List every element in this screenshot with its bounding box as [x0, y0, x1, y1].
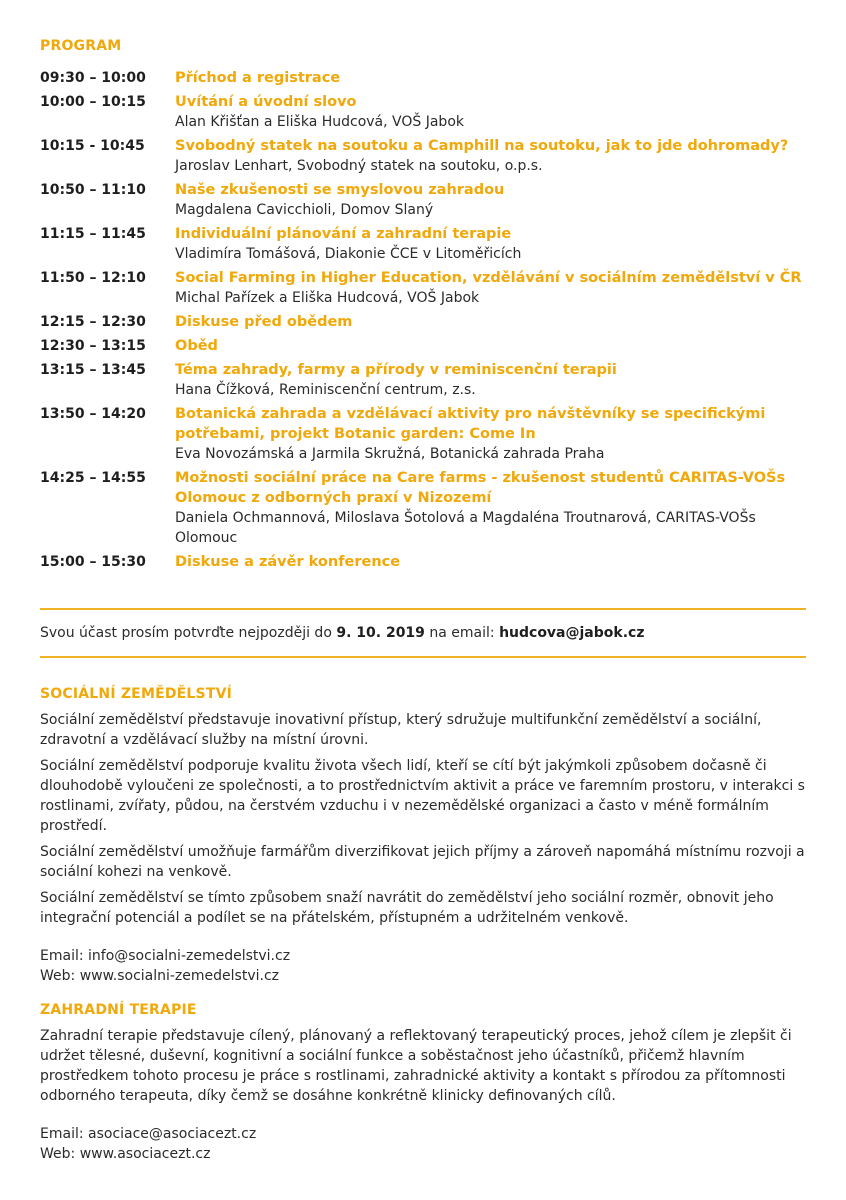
schedule-row [40, 136, 806, 176]
divider-bottom [40, 656, 806, 658]
social-farming-heading: SOCIÁLNÍ ZEMĚDĚLSTVÍ [40, 686, 233, 702]
social-farming-email[interactable]: Email: info@socialni-zemedelstvi.cz [40, 948, 291, 964]
schedule-time: 09:30 – 10:00 [40, 70, 146, 86]
schedule-time: 10:15 - 10:45 [40, 138, 145, 154]
social-farming-paragraph: Sociální zemědělství podporuje kvalitu života všech lidí, kteří se cítí být jakýmkoli způsobem dočasně či dlouhodobě vyloučeni ze společnosti, a to prostřednictvím aktivit a práce ve faremním prostoru, v interakci s rostlinami, zvířaty, půdou, na čerstvém vzduchu i v nezemědělské organizaci a často v méně formálním prostředí. [40, 758, 805, 834]
social-farming-paragraph: Sociální zemědělství představuje inovativní přístup, který sdružuje multifunkční zemědělství a sociální, zdravotní a vzdělávací služby na místní úrovni. [40, 712, 762, 748]
schedule-time: 14:25 – 14:55 [40, 470, 146, 486]
rsvp-email-link[interactable]: hudcova@jabok.cz [499, 625, 645, 641]
program-schedule [40, 68, 806, 576]
rsvp-text-before: Svou účast prosím potvrďte nejpozději do [40, 625, 337, 641]
talk-speaker: Michal Pařízek a Eliška Hudcová, VOŠ Jabok [175, 290, 480, 306]
talk-speaker: Magdalena Cavicchioli, Domov Slaný [175, 202, 434, 218]
talk-title: Možnosti sociální práce na Care farms - zkušenost studentů CARITAS-VOŠs Olomouc z odborných praxí v Nizozemí [175, 470, 786, 506]
schedule-time: 13:15 – 13:45 [40, 362, 146, 378]
rsvp-date: 9. 10. 2019 [336, 625, 425, 641]
schedule-time: 11:50 – 12:10 [40, 270, 146, 286]
schedule-row [40, 360, 806, 400]
social-farming-paragraph: Sociální zemědělství umožňuje farmářům diverzifikovat jejich příjmy a zároveň napomáhá místnímu rozvoji a sociální kohezi na venkově. [40, 844, 805, 880]
schedule-row [40, 180, 806, 220]
talk-speaker: Eva Novozámská a Jarmila Skružná, Botanická zahrada Praha [175, 446, 605, 462]
program-heading: PROGRAM [40, 38, 122, 54]
schedule-row [40, 552, 806, 572]
talk-title: Téma zahrady, farmy a přírody v reminiscenční terapii [175, 362, 617, 378]
talk-title: Svobodný statek na soutoku a Camphill na soutoku, jak to jde dohromady? [175, 138, 789, 154]
talk-title: Uvítání a úvodní slovo [175, 94, 357, 110]
talk-title: Oběd [175, 338, 218, 354]
talk-title: Botanická zahrada a vzdělávací aktivity pro návštěvníky se specifickými potřebami, projekt Botanic garden: Come In [175, 406, 766, 442]
talk-title: Individuální plánování a zahradní terapie [175, 226, 512, 242]
garden-therapy-email[interactable]: Email: asociace@asociacezt.cz [40, 1126, 257, 1142]
talk-speaker: Jaroslav Lenhart, Svobodný statek na soutoku, o.p.s. [175, 158, 543, 174]
divider-top [40, 608, 806, 610]
schedule-time: 13:50 – 14:20 [40, 406, 146, 422]
talk-title: Diskuse a závěr konference [175, 554, 401, 570]
rsvp-notice [40, 623, 644, 643]
talk-speaker: Daniela Ochmannová, Miloslava Šotolová a Magdaléna Troutnarová, CARITAS-VOŠs Olomouc [175, 510, 756, 546]
social-farming-paragraph: Sociální zemědělství se tímto způsobem snaží navrátit do zemědělství jeho sociální rozměr, obnovit jeho integrační potenciál a podílet se na přátelském, přístupném a udržitelném venkově. [40, 890, 774, 926]
talk-title: Social Farming in Higher Education, vzdělávání v sociálním zemědělství v ČR [175, 270, 802, 286]
rsvp-text-middle: na email: [424, 625, 500, 641]
talk-title: Příchod a registrace [175, 70, 341, 86]
talk-speaker: Vladimíra Tomášová, Diakonie ČCE v Litoměřicích [175, 246, 522, 262]
schedule-row [40, 268, 806, 308]
talk-speaker: Alan Křišťan a Eliška Hudcová, VOŠ Jabok [175, 114, 464, 130]
schedule-row [40, 468, 806, 548]
garden-therapy-section [40, 1002, 806, 1164]
garden-therapy-heading: ZAHRADNÍ TERAPIE [40, 1002, 197, 1018]
talk-title: Diskuse před obědem [175, 314, 353, 330]
talk-speaker: Hana Čížková, Reminiscenční centrum, z.s. [175, 382, 476, 398]
schedule-time: 12:15 – 12:30 [40, 314, 146, 330]
schedule-row [40, 312, 806, 332]
schedule-time: 12:30 – 13:15 [40, 338, 146, 354]
schedule-row [40, 68, 806, 88]
garden-therapy-paragraph: Zahradní terapie představuje cílený, plánovaný a reflektovaný terapeutický proces, jehož cílem je zlepšit či udržet tělesné, duševní, kognitivní a sociální funkce a soběstačnost jeho účastníků, přičemž hlavním prostředkem tohoto procesu je práce s rostlinami, zahradnické aktivity a kontakt s přírodou za přítomnosti odborného terapeuta, díky čemž se dosáhne konkrétně klinicky definovaných cílů. [40, 1028, 792, 1104]
schedule-row [40, 336, 806, 356]
schedule-time: 10:50 – 11:10 [40, 182, 146, 198]
schedule-time: 11:15 – 11:45 [40, 226, 146, 242]
schedule-row [40, 92, 806, 132]
social-farming-web[interactable]: Web: www.socialni-zemedelstvi.cz [40, 968, 279, 984]
schedule-time: 15:00 – 15:30 [40, 554, 146, 570]
schedule-row [40, 224, 806, 264]
schedule-row [40, 404, 806, 464]
talk-title: Naše zkušenosti se smyslovou zahradou [175, 182, 505, 198]
garden-therapy-web[interactable]: Web: www.asociacezt.cz [40, 1146, 211, 1162]
social-farming-section [40, 686, 806, 986]
schedule-time: 10:00 – 10:15 [40, 94, 146, 110]
